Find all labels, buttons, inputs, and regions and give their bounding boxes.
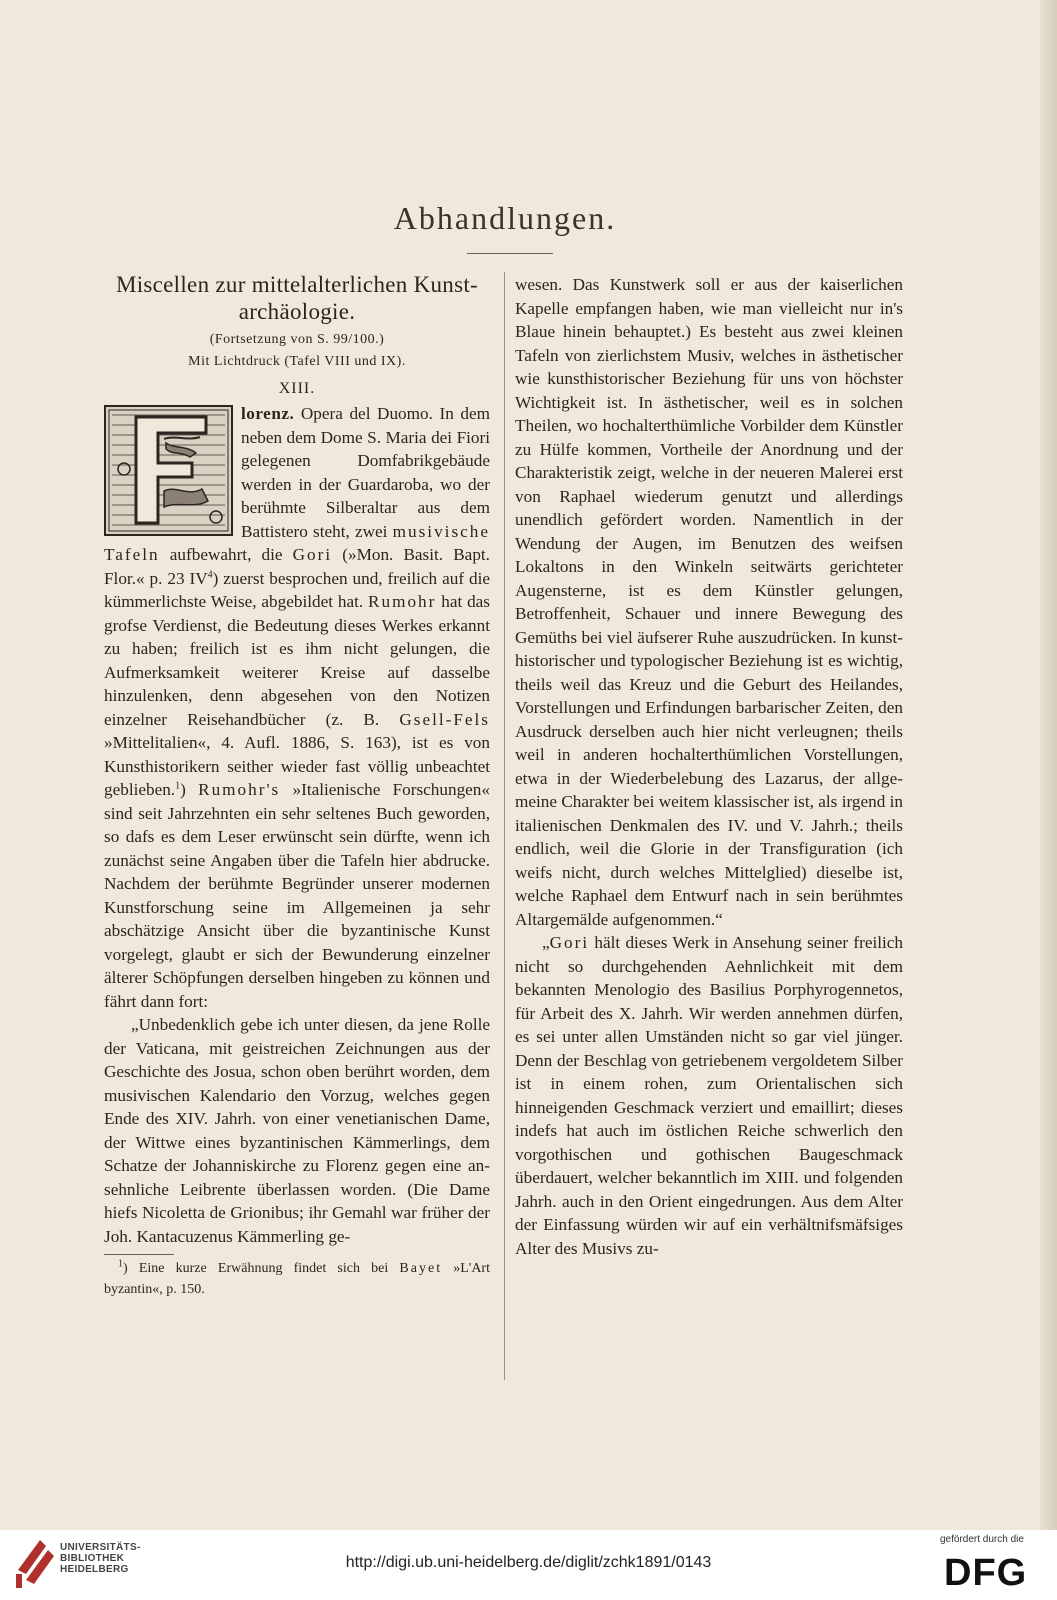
spaced-name: Rumohr xyxy=(368,592,437,611)
text-run: aufbewahrt, die xyxy=(159,545,293,564)
text-run: »L'Art byzantin«, p. 150. xyxy=(104,1261,490,1297)
library-line: HEIDELBERG xyxy=(60,1564,129,1575)
left-column xyxy=(104,271,490,1300)
text-run: hat das grofse Verdienst, die Bedeutung dieses Werkes erkannt zu haben; freilich ist es ihm nicht gelungen, die Aufmerksamkeit weiterer Kreise auf dasselbe hinzulenken, denn abgesehen von den Notizen einzelner Reisehandbücher (z. B. xyxy=(104,592,490,729)
text-run: »Italienische Forschungen« sind seit Jahrzehnten ein sehr seltenes Buch geworden, so dafs es dem Leser erwünscht sein dürfte, wenn ich zunächst seine Angaben über die Tafeln hier abdrucke. Nachdem der berühmte Begründer unserer modernen Kunstforschung seine im Allgemeinen ja sehr abschätzige Ansicht über die byzantinische Kunst vorgelegt, glaubt er sich der Bewunderung einzelner älterer Schöpfungen derselben hingeben zu können und fährt dann fort: xyxy=(104,780,490,1011)
article-title: Miscellen zur mittelalterlichen Kunst-archäologie. xyxy=(115,272,479,324)
library-line: UNIVERSITÄTS- xyxy=(60,1542,141,1553)
section-number: XIII. xyxy=(278,380,316,397)
funded-by-label: gefördert durch die xyxy=(940,1534,1024,1545)
spaced-name: Rumohr's xyxy=(198,780,281,799)
library-line: BIBLIOTHEK xyxy=(60,1553,125,1564)
spaced-name: Gori xyxy=(292,545,333,564)
permalink[interactable]: http://digi.ub.uni-heidelberg.de/diglit/zchk1891/0143 xyxy=(345,1554,712,1571)
text-run: ) xyxy=(180,780,199,799)
spaced-name: Gori xyxy=(549,933,590,952)
right-column xyxy=(515,273,903,1260)
paragraph-4: „Gori hält dieses Werk in Ansehung seiner freilich nicht so durchgehenden Aehnlichkeit mit dem bekannten Menologio des Basilius Porphyrogennetos, für Arbeit des X. Jahrh. Wir werden annehmen dürfen, es sei unter allen Umständen nicht so gar viel jünger. Denn der Beschlag von getriebenem vergoldetem Silber ist in einem rohen, zum Orientalischen sich hinneigenden Geschmack verziert und emaillirt; dieses indefs hat auch im östlichen Reiche schwerlich den vorgothischen und gothischen Baugeschmack überdauert, welcher bekanntlich im XIII. und folgenden Jahrh. auch in den Orient eingedrungen. Aus dem Alter der Einfassung würden wir auf ein verhältnifsmäfsiges Alter des Musivs zu- xyxy=(515,933,903,1258)
section-heading: Abhandlungen. xyxy=(393,200,617,236)
page-spine-edge xyxy=(1040,0,1057,1530)
paragraph-1 xyxy=(104,402,490,1013)
text-run: Opera del Duomo. In dem neben dem Dome S. Maria dei Fiori gelegenen Domfabrikgebäude werden in der Guardaroba, wo der berühmte Silberaltar aus dem Battistero steht, zwei xyxy=(241,404,490,541)
dfg-logo: DFG xyxy=(944,1552,1028,1594)
text-run: ) zuerst besprochen und, freilich auf die kümmerlichste Weise, abgebildet hat. xyxy=(104,568,490,611)
footnote xyxy=(104,1258,490,1300)
heading-rule xyxy=(467,253,553,254)
text-run: hält dieses Werk in Ansehung seiner freilich nicht so durchgehenden Aehnlichkeit mit dem bekannten Menologio des Basilius Porphyrogennetos, für Arbeit des X. Jahrh. Wir werden annehmen dürfen, es sei unter allen Umständen nicht so gar viel jünger. Denn der Beschlag von getriebenem vergoldetem Silber ist in einem rohen, zum Orientalischen sich hinneigenden Geschmack verziert und emaillirt; dieses indefs hat auch im östlichen Reiche schwerlich den vorgothischen und gothischen Baugeschmack überdauert, welcher bekanntlich im XIII. und folgenden Jahrh. auch in den Orient eingedrungen. Aus dem Alter der Einfassung würden wir auf ein verhältnifsmäfsiges Alter des Musivs zu- xyxy=(515,933,903,1258)
text-run: ) Eine kurze Erwähnung findet sich bei xyxy=(123,1261,400,1276)
footnote-ref: 4 xyxy=(207,568,213,580)
column-divider xyxy=(504,272,505,1380)
spaced-name: Gsell-Fels xyxy=(399,709,490,729)
text-run: (»Mon. Basit. Bapt. Flor.« p. 23 IV xyxy=(104,545,490,588)
continuation-note: (Fortsetzung von S. 99/100.) xyxy=(209,332,385,347)
paragraph-2: „Unbedenklich gebe ich unter diesen, da jene Rolle der Vaticana, mit geistreichen Zeichnungen aus der Geschichte des Josua, schon oben berührt worden, dem musivischen Kalendario den Vorzug, welches gegen Ende des XIV. Jahrh. von einer venetianischen Dame, der Wittwe eines byzantinischen Kämmerlings, dem Schatze der Johanniskirche zu Florenz gegen eine ansehnliche Leibrente überlassen worden. (Die Dame hiefs Nicoletta de Grionibus; ihr Gemahl war früher der Joh. Kantacuzenus Kämmerling ge- xyxy=(104,1015,490,1246)
footnote-ref: 1 xyxy=(175,780,181,792)
footnote-mark: 1 xyxy=(118,1258,123,1270)
plates-note: Mit Lichtdruck (Tafel VIII und IX). xyxy=(188,354,406,369)
text-run: »Mittelitalien«, 4. Aufl. 1886, S. 163), ist es von Kunsthistorikern seither wieder fast völlig unbeachtet geblieben. xyxy=(104,733,490,799)
spaced-name: Bayet xyxy=(399,1261,443,1276)
paragraph-3: wesen. Das Kunstwerk soll er aus der kaiserlichen Kapelle empfangen haben, wie man vielleicht nur in's Blaue hinein behauptet.) Es besteht aus zwei kleinen Tafeln von zierlichstem Musiv, welches in ästhetischer wie kunsthistorischer Beziehung für uns von höchster Wichtigkeit ist. In ästhetischer, weil es in solchen Theilen, wo hochalterthümliche Vorbilder dem Künstler zu Hülfe kommen, Vortheile der Anordnung und der Charakteristik zeigt, welche in der neueren Malerei erst von Raphael wiederum genutzt und allerdings unendlich gefördert worden. Namentlich in der Wendung der Augen, im Benutzen des weifsen Lokaltons in den Winkeln seitwärts gerichteter Augensterne, ist es dem Künstler gelungen, Betroffenheit, Schauer und innere Bewegung des Gemüths bei viel äufserer Ruhe auszudrücken. In kunsthistorischer und typologischer Beziehung ist es wichtig, theils weil das Kreuz und die Geburt des Heilandes, Vorstellungen und Erfindungen barbarischer Zeiten, den Ausdruck derselben auch hier nicht verleugnen; theils weil in anderen hochalterthümlichen Vorstellungen, etwa in der Wiederbelebung des Lazarus, der allgemeine Charakter bei weitem klassischer ist, als irgend in italienischen Denkmalen des IV. und V. Jahrh.; theils endlich, weil die Glorie in der Transfiguration (ich weifs nicht, durch welches Mittelglied) dieselbe ist, welche Raphael dem Entwurf nach in sein berühmtes Altargemälde aufgenommen.“ xyxy=(515,275,903,929)
footnote-rule xyxy=(104,1254,174,1255)
decorated-initial-f-icon xyxy=(104,405,233,536)
spaced-term: musivische Tafeln xyxy=(104,521,490,564)
first-word: lorenz. xyxy=(241,404,295,423)
